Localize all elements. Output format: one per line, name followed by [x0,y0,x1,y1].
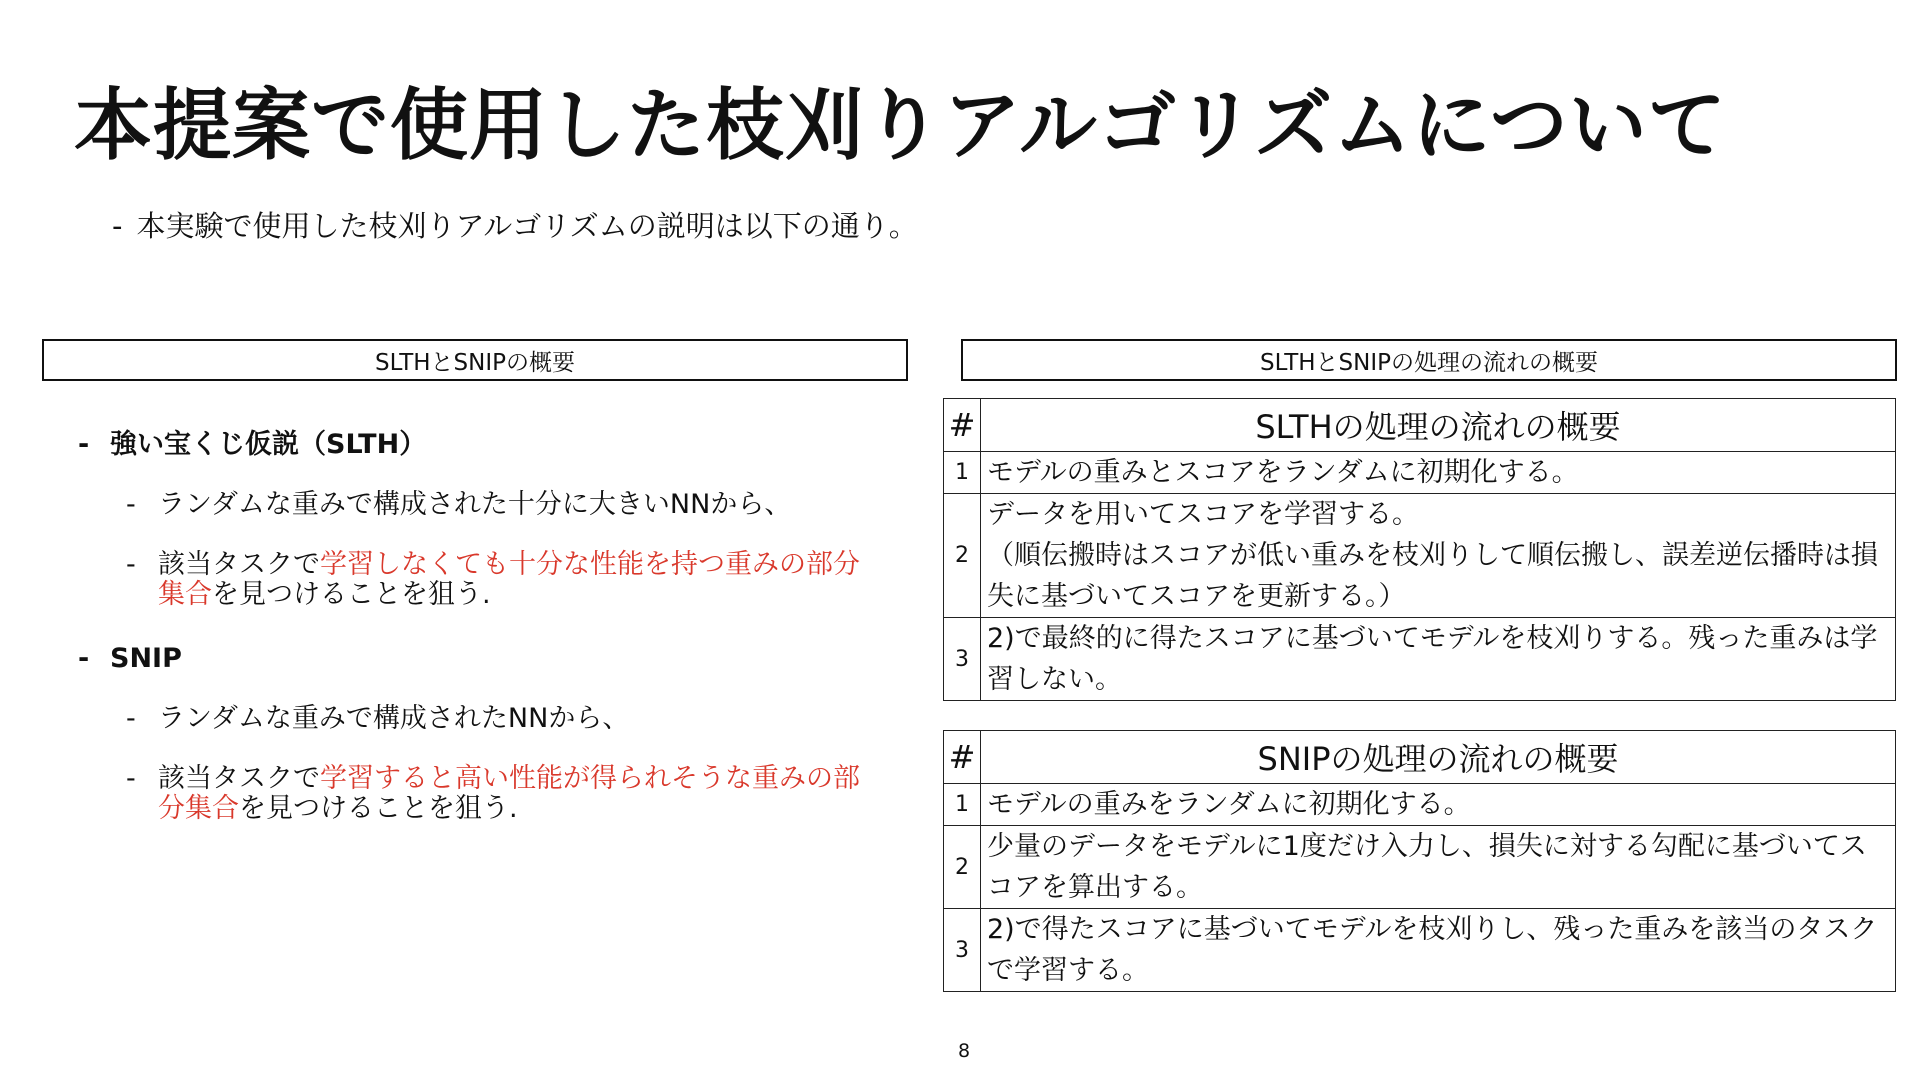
bullet-dash: - [126,489,136,520]
table-row [944,452,1896,494]
slth-item-2-prefix: 該当タスクで [158,549,320,580]
step-number: 1 [944,784,981,826]
table-row [944,618,1896,701]
left-panel-header: SLTHとSNIPの概要 [42,339,908,381]
slth-item-2 [126,550,878,610]
step-number: 3 [944,909,981,992]
bullet-dash: - [78,429,90,460]
step-number: 3 [944,618,981,701]
slth-flow-table [943,398,1896,701]
slth-item-2-suffix: を見つけることを狙う. [212,579,491,610]
table-header-row [944,731,1896,784]
snip-heading-bullet [78,644,878,674]
table-row [944,494,1896,618]
step-text-note: （順伝搬時はスコアが低い重みを枝刈りして順伝搬し、誤差逆伝播時は損失に基づいてスコアを更新する。） [987,540,1878,612]
bullet-dash: - [78,643,90,674]
slth-item-1-text: ランダムな重みで構成された十分に大きいNNから、 [158,489,792,520]
right-panel-header: SLTHとSNIPの処理の流れの概要 [961,339,1897,381]
slide-subtitle [112,204,918,245]
table-row [944,909,1896,992]
snip-heading: SNIP [110,643,182,674]
table-col-title: SLTHの処理の流れの概要 [981,399,1896,452]
step-text: モデルの重みをランダムに初期化する。 [981,784,1896,826]
snip-item-1-text: ランダムな重みで構成されたNNから、 [158,703,630,734]
step-text-line: データを用いてスコアを学習する。 [987,499,1419,530]
step-text [981,494,1896,618]
step-text: モデルの重みとスコアをランダムに初期化する。 [981,452,1896,494]
snip-flow-table [943,730,1896,992]
bullet-dash: - [126,763,136,794]
step-text: 少量のデータをモデルに1度だけ入力し、損失に対する勾配に基づいてスコアを算出する。 [981,826,1896,909]
table-col-title: SNIPの処理の流れの概要 [981,731,1896,784]
subtitle-dash: - [112,209,123,243]
bullet-dash: - [126,549,136,580]
subtitle-text: 本実験で使用した枝刈りアルゴリズムの説明は以下の通り。 [136,209,918,243]
table-row [944,784,1896,826]
slth-item-2-text [158,550,878,610]
step-number: 1 [944,452,981,494]
snip-item-2-highlight: 学習すると高い性能が得られそうな重みの部分集合 [158,763,860,824]
page-number: 8 [957,1040,971,1062]
table-header-row [944,399,1896,452]
table-row [944,826,1896,909]
snip-item-1 [126,704,878,734]
slth-heading-bullet [78,430,878,460]
table-col-num: # [944,399,981,452]
slth-item-1 [126,490,878,520]
snip-item-2-text [158,764,878,824]
overview-bullet-list [78,430,878,824]
slth-item-2-highlight: 学習しなくても十分な性能を持つ重みの部分集合 [158,549,860,610]
step-number: 2 [944,826,981,909]
snip-item-2 [126,764,878,824]
snip-item-2-suffix: を見つけることを狙う. [239,793,518,824]
slide-title: 本提案で使用した枝刈りアルゴリズムについて [74,81,1727,171]
snip-item-2-prefix: 該当タスクで [158,763,320,794]
slth-heading: 強い宝くじ仮説（SLTH） [110,429,427,460]
step-text: 2)で最終的に得たスコアに基づいてモデルを枝刈りする。残った重みは学習しない。 [981,618,1896,701]
step-number: 2 [944,494,981,618]
step-text: 2)で得たスコアに基づいてモデルを枝刈りし、残った重みを該当のタスクで学習する。 [981,909,1896,992]
table-col-num: # [944,731,981,784]
bullet-dash: - [126,703,136,734]
